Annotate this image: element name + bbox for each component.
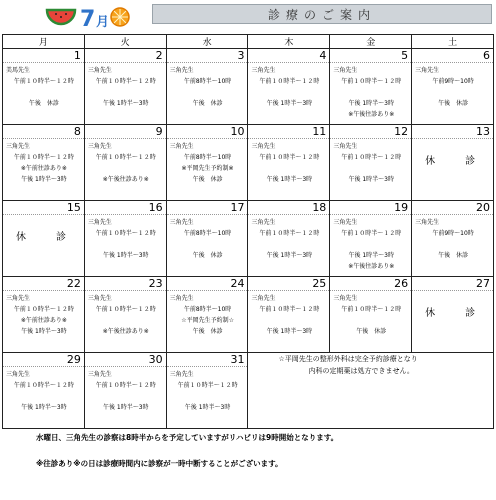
- schedule-line: ※午後往診あり※: [348, 111, 395, 118]
- note-text: [248, 353, 493, 377]
- day-number: 22: [3, 277, 84, 291]
- schedule-line: ☆平岡先生予約制☆: [181, 317, 234, 324]
- schedule-line: 三角先生: [251, 295, 276, 302]
- schedule-line: 休 診: [425, 308, 486, 319]
- schedule-line: 午前１０時半～１２時: [341, 230, 402, 237]
- schedule-line: 午後 1時半～3時: [102, 404, 149, 411]
- schedule-line: [88, 239, 164, 250]
- schedule-line: 三角先生: [333, 295, 358, 302]
- schedule-line: ※午前往診あり※: [20, 165, 67, 172]
- schedule-line: 午前１０時半～１２時: [259, 154, 320, 161]
- schedule-line: [251, 163, 327, 174]
- schedule-line: 午前１０時半～１２時: [95, 382, 156, 389]
- schedule-line: 午前１０時半～１２時: [13, 78, 74, 85]
- schedule-line: 午前8時半～10時: [183, 78, 232, 85]
- schedule-line: 午前１０時半～１２時: [95, 154, 156, 161]
- schedule-line: [251, 239, 327, 250]
- schedule-line: [88, 87, 164, 98]
- calendar-day-cell: [330, 277, 412, 353]
- day-schedule: [167, 291, 248, 337]
- schedule-line: 三角先生: [251, 143, 276, 150]
- day-schedule: [412, 215, 493, 261]
- schedule-line: 午後 1時半～3時: [348, 100, 394, 107]
- schedule-line: 午前１０時半～１２時: [341, 306, 402, 313]
- day-number: 6: [412, 49, 493, 63]
- calendar-day-cell: [166, 125, 248, 201]
- schedule-line: 三角先生: [6, 143, 31, 150]
- schedule-line: 午後 休診: [28, 100, 59, 107]
- schedule-line: 三角先生: [6, 371, 31, 378]
- schedule-line: [333, 239, 409, 250]
- day-schedule: [85, 367, 166, 413]
- note-line-2: 内科の定期薬は処方できません。: [308, 367, 414, 375]
- calendar-table: [2, 34, 494, 429]
- calendar-day-cell: [248, 277, 330, 353]
- calendar-day-cell: [412, 201, 494, 277]
- calendar-day-cell: [166, 277, 248, 353]
- schedule-line: 三角先生: [333, 219, 358, 226]
- schedule-line: 午後 1時半～3時: [102, 100, 149, 107]
- day-number: 5: [330, 49, 411, 63]
- schedule-line: [251, 315, 327, 326]
- schedule-line: 三角先生: [251, 67, 276, 74]
- day-number: 25: [248, 277, 329, 291]
- schedule-line: [415, 293, 491, 304]
- weekday-wed: 水: [166, 35, 248, 49]
- schedule-line: 午後 休診: [192, 100, 223, 107]
- calendar-day-cell: [166, 49, 248, 125]
- calendar-week-row: [3, 201, 494, 277]
- schedule-line: 午後 休診: [192, 252, 223, 259]
- schedule-line: 午前１０時半～１２時: [341, 154, 402, 161]
- schedule-line: 午前１０時半～１２時: [95, 230, 156, 237]
- day-number: 2: [85, 49, 166, 63]
- day-schedule: [3, 215, 84, 248]
- calendar-day-cell: [412, 125, 494, 201]
- day-schedule: [330, 215, 411, 272]
- schedule-line: [333, 87, 409, 98]
- day-number: 15: [3, 201, 84, 215]
- schedule-line: 午後 休診: [438, 252, 469, 259]
- schedule-line: 三角先生: [169, 295, 194, 302]
- reservation-note: [248, 353, 494, 429]
- schedule-line: ※午後往診あり※: [102, 176, 149, 183]
- calendar-day-cell: [330, 49, 412, 125]
- day-number: 18: [248, 201, 329, 215]
- calendar-day-cell: [3, 49, 85, 125]
- day-number: 9: [85, 125, 166, 139]
- schedule-line: 三角先生: [415, 67, 440, 74]
- schedule-line: 午前１０時半～１２時: [341, 78, 402, 85]
- day-number: 27: [412, 277, 493, 291]
- schedule-line: 午前１０時半～１２時: [13, 154, 74, 161]
- schedule-line: [6, 87, 82, 98]
- day-number: 11: [248, 125, 329, 139]
- schedule-line: 三角先生: [87, 143, 112, 150]
- schedule-line: ※午後往診あり※: [102, 328, 149, 335]
- logo-month-suffix: 月: [96, 15, 110, 30]
- day-number: 30: [85, 353, 166, 367]
- schedule-line: 午前１０時半～１２時: [95, 306, 156, 313]
- schedule-line: 午後 休診: [192, 176, 223, 183]
- schedule-line: [170, 87, 246, 98]
- schedule-line: [6, 217, 82, 228]
- calendar-day-cell: [248, 201, 330, 277]
- schedule-line: 三角先生: [169, 219, 194, 226]
- schedule-line: 午後 1時半～3時: [266, 252, 313, 259]
- calendar-day-cell: [330, 201, 412, 277]
- calendar-week-row: [3, 277, 494, 353]
- schedule-line: 午前１０時半～１２時: [259, 78, 320, 85]
- calendar-day-cell: [412, 277, 494, 353]
- schedule-line: 美馬先生: [6, 67, 31, 74]
- schedule-line: [6, 391, 82, 402]
- calendar-day-cell: [166, 201, 248, 277]
- calendar-week-row: [3, 49, 494, 125]
- day-schedule: [412, 139, 493, 172]
- weekday-header-row: [3, 35, 494, 49]
- schedule-line: 三角先生: [87, 371, 112, 378]
- schedule-line: 午後 1時半～3時: [21, 328, 67, 335]
- day-schedule: [248, 215, 329, 261]
- schedule-line: [251, 87, 327, 98]
- footer-line-1: 水曜日、三角先生の診察は8時半からを予定していますがリハビリは9時開始となります。: [36, 433, 339, 442]
- schedule-line: 午後 1時半～3時: [184, 404, 231, 411]
- schedule-line: 三角先生: [415, 219, 440, 226]
- day-schedule: [3, 139, 84, 185]
- day-number: 1: [3, 49, 84, 63]
- schedule-line: 休 診: [425, 156, 486, 167]
- calendar-day-cell: [330, 125, 412, 201]
- note-line-1: ☆平岡先生の整形外科は完全予約診療となり: [278, 355, 418, 363]
- calendar-day-cell: [84, 125, 166, 201]
- schedule-line: 午後 休診: [356, 328, 387, 335]
- weekday-sat: 土: [412, 35, 494, 49]
- calendar-day-cell: [412, 49, 494, 125]
- schedule-line: 三角先生: [87, 295, 112, 302]
- schedule-line: 午前9時～10時: [432, 78, 474, 85]
- day-number: 24: [167, 277, 248, 291]
- schedule-line: 午後 1時半～3時: [266, 328, 313, 335]
- day-schedule: [3, 367, 84, 413]
- day-schedule: [85, 215, 166, 261]
- day-schedule: [412, 291, 493, 324]
- day-number: 8: [3, 125, 84, 139]
- schedule-line: 午前9時～10時: [432, 230, 474, 237]
- schedule-line: 午後 1時半～3時: [348, 176, 394, 183]
- day-number: 26: [330, 277, 411, 291]
- day-schedule: [167, 215, 248, 261]
- schedule-line: 休 診: [16, 232, 76, 243]
- schedule-line: [88, 315, 164, 326]
- day-number: 23: [85, 277, 166, 291]
- schedule-line: 午後 1時半～3時: [266, 176, 313, 183]
- page-title: 診療のご案内: [152, 4, 492, 24]
- day-schedule: [167, 139, 248, 185]
- day-number: 29: [3, 353, 84, 367]
- schedule-line: 午後 1時半～3時: [266, 100, 313, 107]
- calendar-day-cell: [3, 125, 85, 201]
- day-schedule: [248, 291, 329, 337]
- schedule-line: 午後 1時半～3時: [21, 404, 67, 411]
- day-schedule: [85, 63, 166, 109]
- schedule-line: 午前１０時半～１２時: [13, 306, 74, 313]
- day-schedule: [330, 139, 411, 185]
- day-number: 31: [167, 353, 248, 367]
- day-number: 20: [412, 201, 493, 215]
- schedule-line: [170, 239, 246, 250]
- calendar-day-cell: [248, 49, 330, 125]
- schedule-line: 三角先生: [87, 219, 112, 226]
- day-number: 4: [248, 49, 329, 63]
- schedule-line: 午後 1時半～3時: [21, 176, 67, 183]
- calendar-day-cell: [166, 353, 248, 429]
- schedule-line: 三角先生: [333, 67, 358, 74]
- day-number: 16: [85, 201, 166, 215]
- schedule-line: 三角先生: [169, 67, 194, 74]
- schedule-line: 午前１０時半～１２時: [95, 78, 156, 85]
- calendar-day-cell: [84, 201, 166, 277]
- calendar-week-row: [3, 125, 494, 201]
- day-schedule: [167, 367, 248, 413]
- schedule-line: ※午後往診あり※: [348, 263, 395, 270]
- schedule-line: 午前１０時半～１２時: [259, 230, 320, 237]
- schedule-line: 午前１０時半～１２時: [259, 306, 320, 313]
- calendar-day-cell: [3, 277, 85, 353]
- calendar-day-cell: [3, 201, 85, 277]
- logo-month: 7: [80, 7, 96, 30]
- schedule-line: 午後 休診: [192, 328, 223, 335]
- schedule-line: [88, 391, 164, 402]
- schedule-line: 午前１０時半～１２時: [177, 382, 238, 389]
- watermelon-icon: [47, 10, 75, 24]
- schedule-line: ※午前往診あり※: [20, 317, 67, 324]
- schedule-line: 三角先生: [6, 295, 31, 302]
- calendar-day-cell: [84, 277, 166, 353]
- schedule-line: 三角先生: [333, 143, 358, 150]
- schedule-line: 三角先生: [87, 67, 112, 74]
- weekday-tue: 火: [84, 35, 166, 49]
- july-logo: [44, 4, 130, 30]
- schedule-line: 午前１０時半～１２時: [13, 382, 74, 389]
- schedule-line: 三角先生: [251, 219, 276, 226]
- schedule-line: 午後 1時半～3時: [348, 252, 394, 259]
- day-number: 12: [330, 125, 411, 139]
- day-schedule: [248, 139, 329, 185]
- day-schedule: [330, 291, 411, 337]
- schedule-line: 午前8時半～10時: [183, 306, 232, 313]
- footer-line-2: ※往診あり※の日は診療時間内に診察が一時中断することがございます。: [36, 459, 283, 468]
- calendar-day-cell: [84, 353, 166, 429]
- schedule-line: [170, 391, 246, 402]
- day-number: 17: [167, 201, 248, 215]
- weekday-mon: 月: [3, 35, 85, 49]
- schedule-line: [88, 163, 164, 174]
- schedule-line: [333, 315, 409, 326]
- day-schedule: [412, 63, 493, 109]
- page-header: [0, 0, 496, 30]
- schedule-line: [415, 141, 491, 152]
- footer-notes: [36, 432, 486, 470]
- calendar-day-cell: [248, 125, 330, 201]
- schedule-line: 三角先生: [169, 371, 194, 378]
- day-schedule: [85, 291, 166, 337]
- schedule-line: 午後 1時半～3時: [102, 252, 149, 259]
- schedule-line: 三角先生: [169, 143, 194, 150]
- schedule-line: [415, 239, 491, 250]
- day-number: 3: [167, 49, 248, 63]
- day-number: 19: [330, 201, 411, 215]
- day-schedule: [3, 291, 84, 337]
- schedule-line: 午前8時半～10時: [183, 230, 232, 237]
- orange-slice-icon: [111, 8, 129, 26]
- schedule-line: 午前8時半～10時: [183, 154, 232, 161]
- day-schedule: [3, 63, 84, 109]
- schedule-line: [415, 87, 491, 98]
- day-number: 13: [412, 125, 493, 139]
- schedule-line: [333, 163, 409, 174]
- day-schedule: [167, 63, 248, 109]
- schedule-line: ※平岡先生予約制※: [181, 165, 234, 172]
- schedule-line: 午後 休診: [438, 100, 469, 107]
- calendar-day-cell: [3, 353, 85, 429]
- day-number: 10: [167, 125, 248, 139]
- day-schedule: [85, 139, 166, 185]
- day-schedule: [248, 63, 329, 109]
- day-schedule: [330, 63, 411, 120]
- weekday-fri: 金: [330, 35, 412, 49]
- calendar-week-row: [3, 353, 494, 429]
- calendar-day-cell: [84, 49, 166, 125]
- weekday-thu: 木: [248, 35, 330, 49]
